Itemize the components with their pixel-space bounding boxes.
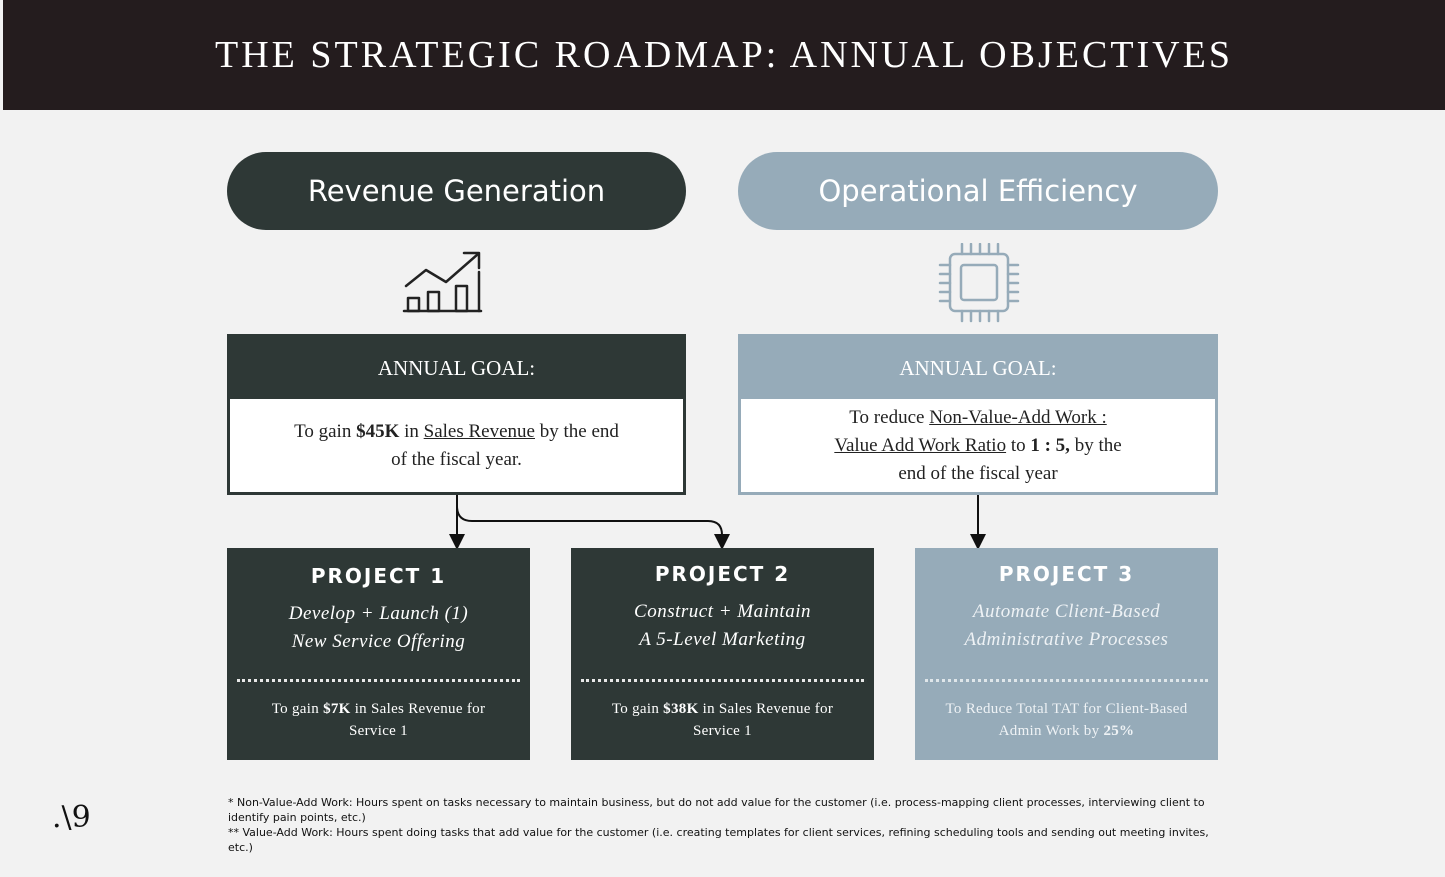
target-text: To gain [271, 701, 324, 717]
footnote-1: * Non-Value-Add Work: Hours spent on tasks necessary to maintain business, but do not add value for the customer (i.e. process-mapping client processes, interviewing client to identify pain points, etc.) [228, 796, 1205, 824]
project-desc-line: Construct + Maintain [634, 601, 811, 622]
project-target [935, 698, 1198, 742]
goal-text-part: To reduce [849, 406, 930, 428]
goal-metric: Non-Value-Add Work : [929, 406, 1107, 428]
target-text: in Sales Revenue for Service 1 [693, 701, 834, 739]
dotted-divider [925, 679, 1208, 682]
footnotes [228, 795, 1213, 855]
arrow-to-project-2 [457, 506, 722, 542]
project-desc-line: Develop + Launch (1) [288, 603, 469, 624]
project-description [227, 600, 530, 656]
project-desc-line: Automate Client-Based [972, 601, 1161, 622]
goal-text-part: To gain [294, 420, 357, 442]
target-text: in Sales Revenue for Service 1 [349, 701, 486, 739]
goal-metric: Sales Revenue [423, 420, 535, 442]
project-3-card [915, 548, 1218, 760]
pillar-label: Operational Efficiency [818, 174, 1138, 208]
footnote-2: ** Value-Add Work: Hours spent doing tasks that add value for the customer (i.e. creating templates for client services, refining scheduling tools and sending out meeting invites, etc.) [228, 826, 1209, 854]
target-value: 25% [1103, 723, 1135, 739]
goal-text-part: in [399, 420, 424, 442]
project-description [915, 598, 1218, 654]
pillar-label: Revenue Generation [307, 174, 606, 208]
project-description [571, 598, 874, 654]
goal-metric: Value Add Work Ratio [834, 434, 1007, 456]
project-target [247, 698, 510, 742]
target-value: $7K [323, 701, 351, 717]
project-title: PROJECT 3 [998, 562, 1135, 586]
project-target [591, 698, 854, 742]
project-desc-line: New Service Offering [291, 631, 466, 652]
goal-text-part: by the end of the fiscal year [898, 434, 1122, 484]
target-text: To Reduce Total TAT for Client-Based Admin Work by [945, 701, 1188, 739]
goal-amount: $45K [356, 420, 400, 442]
brand-logo: .\9 [52, 800, 91, 835]
goal-text-part: to [1006, 434, 1031, 456]
project-2-card [571, 548, 874, 760]
target-value: $38K [663, 701, 699, 717]
goal-ratio: 1 : 5, [1030, 434, 1070, 456]
dotted-divider [581, 679, 864, 682]
goal-heading: ANNUAL GOAL: [230, 337, 683, 399]
project-desc-line: A 5-Level Marketing [639, 629, 806, 650]
project-desc-line: Administrative Processes [964, 629, 1169, 650]
page-title: THE STRATEGIC ROADMAP: ANNUAL OBJECTIVES [215, 34, 1233, 76]
project-1-card [227, 548, 530, 760]
goal-heading: ANNUAL GOAL: [741, 337, 1215, 399]
goal-text-part: by the end of the fiscal year. [391, 420, 619, 470]
project-title: PROJECT 1 [310, 564, 447, 588]
project-title: PROJECT 2 [654, 562, 791, 586]
target-text: To gain [611, 701, 664, 717]
dotted-divider [237, 679, 520, 682]
